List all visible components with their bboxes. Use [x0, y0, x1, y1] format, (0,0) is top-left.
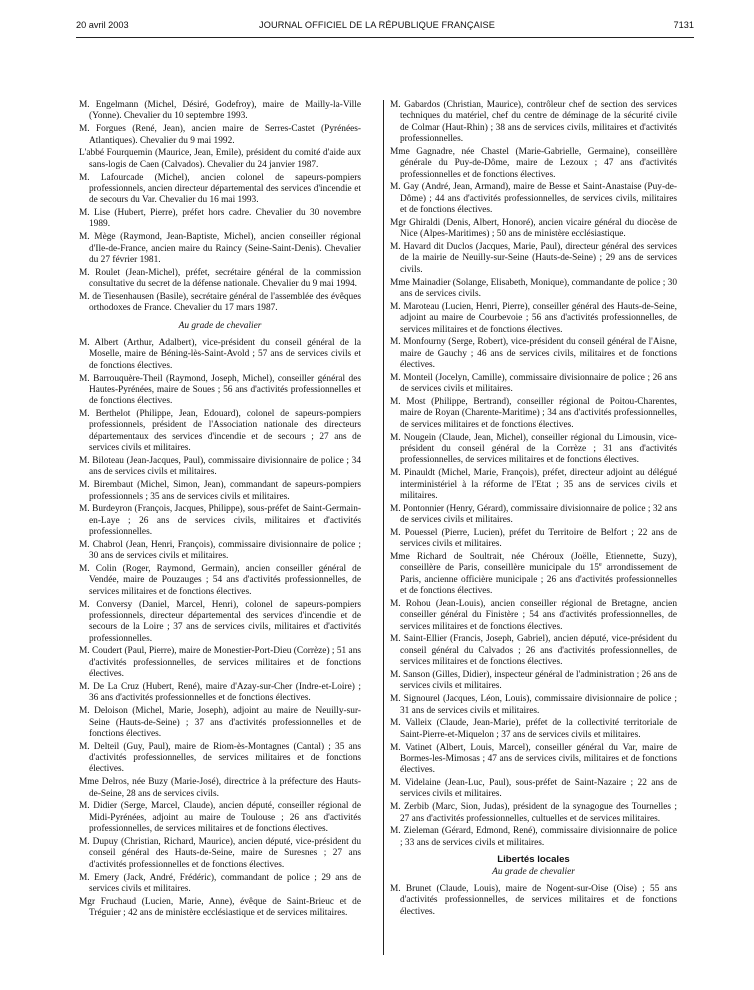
- journal-title: JOURNAL OFFICIEL DE LA RÉPUBLIQUE FRANÇAISE: [259, 20, 495, 30]
- list-item: M. Monfourny (Serge, Robert), vice-président du conseil général de l'Aisne, maire de Gauchy ; 46 ans de services civils, militaires et de fonctions électives.: [390, 337, 677, 371]
- entries-list-section: [390, 884, 677, 918]
- entries-list-right-after: [390, 599, 677, 849]
- list-item: M. Vatinet (Albert, Louis, Marcel), conseiller général du Var, maire de Bormes-les-Mimosas ; 47 ans de services civils, militaires et de fonctions électives.: [390, 742, 677, 776]
- list-item: M. Biloteau (Jean-Jacques, Paul), commissaire divisionnaire de police ; 34 ans de services civils et militaires.: [79, 455, 361, 478]
- list-item: M. Signourel (Jacques, Léon, Louis), commissaire divisionnaire de police ; 31 ans de services civils et militaires.: [390, 694, 677, 716]
- list-item: M. Lafourcade (Michel), ancien colonel de sapeurs-pompiers professionnels, ancien directeur départemental des services d'incendie et de secours du Var. Chevalier du 16 mai 1993.: [79, 172, 361, 206]
- left-column: [79, 100, 361, 921]
- list-item: M. Gabardos (Christian, Maurice), contrôleur chef de section des services techniques du matériel, chef du centre de déminage de la sécurité civile de Colmar (Haut-Rhin) ; 38 ans de services civils, militaires et d'activités professionnelles.: [390, 100, 677, 145]
- list-item: M. Havard dit Duclos (Jacques, Marie, Paul), directeur général des services de la mairie de Neuilly-sur-Seine (Hauts-de-Seine) ; 29 ans de services civils.: [390, 242, 677, 275]
- list-item: M. Conversy (Daniel, Marcel, Henri), colonel de sapeurs-pompiers professionnels, directeur départemental des services d'incendie et de secours de la Loire ; 37 ans de services civils, militaires et d'activités professionnelles.: [79, 599, 361, 644]
- list-item: M. Mège (Raymond, Jean-Baptiste, Michel), ancien conseiller régional d'Ile-de-France, ancien maire du Raincy (Seine-Saint-Denis). Chevalier du 27 février 1981.: [79, 232, 361, 265]
- list-item: M. Roulet (Jean-Michel), préfet, secrétaire général de la commission consultative du secret de la défense nationale. Chevalier du 9 mai 1994.: [79, 267, 361, 290]
- entries-list-top: [79, 100, 361, 315]
- richard-text-after: arrondissement de Paris, ancienne officière municipale ; 26 ans d'activités professionnelles et de fonctions électives.: [400, 563, 678, 597]
- list-item: M. Engelmann (Michel, Désiré, Godefroy), maire de Mailly-la-Ville (Yonne). Chevalier du 10 septembre 1993.: [79, 100, 361, 122]
- list-item: M. Forgues (René, Jean), ancien maire de Serres-Castet (Pyrénées-Atlantiques). Chevalier du 9 mai 1992.: [79, 124, 361, 146]
- list-item: M. Brunet (Claude, Louis), maire de Nogent-sur-Oise (Oise) ; 55 ans d'activités professionnelles, de services militaires et de fonctions électives.: [390, 883, 677, 917]
- list-item: Mme Mainadier (Solange, Elisabeth, Monique), commandante de police ; 30 ans de services civils.: [390, 277, 677, 299]
- section-heading: Libertés locales: [497, 854, 570, 866]
- list-item: M. Gay (André, Jean, Armand), maire de Besse et Saint-Anastaise (Puy-de-Dôme) ; 44 ans d'activités professionnelles, de services civils, militaires et de fonctions électives.: [390, 182, 677, 216]
- list-item: M. Lise (Hubert, Pierre), préfet hors cadre. Chevalier du 30 novembre 1989.: [79, 208, 361, 230]
- list-item: M. Monteil (Jocelyn, Camille), commissaire divisionnaire de police ; 26 ans de services civils et militaires.: [390, 372, 677, 395]
- list-item: M. Valleix (Claude, Jean-Marie), préfet de la collectivité territoriale de Saint-Pierre-et-Miquelon ; 37 ans de services civils et militaires.: [390, 718, 677, 740]
- list-item: M. De La Cruz (Hubert, René), maire d'Azay-sur-Cher (Indre-et-Loire) ; 36 ans d'activités professionnelles et de fonctions électives.: [79, 682, 361, 704]
- list-item: Mgr Ghiraldi (Denis, Albert, Honoré), ancien vicaire général du diocèse de Nice (Alpes-Maritimes) ; 50 ans de ministère ecclésiastique.: [390, 217, 677, 240]
- list-item: M. Videlaine (Jean-Luc, Paul), sous-préfet de Saint-Nazaire ; 22 ans de services civils et militaires.: [390, 778, 677, 800]
- page-header: [0, 20, 754, 36]
- list-item: Mme Delros, née Buzy (Marie-José), directrice à la préfecture des Hauts-de-Seine, 28 ans de services civils.: [79, 777, 361, 799]
- list-item: M. Emery (Jack, André, Frédéric), commandant de police ; 29 ans de services civils et militaires.: [79, 872, 361, 894]
- header-date: 20 avril 2003: [76, 20, 129, 30]
- list-item: L'abbé Fourquemin (Maurice, Jean, Emile), président du comité d'aide aux sans-logis de Caen (Calvados). Chevalier du 24 janvier 1987.: [79, 148, 361, 170]
- list-item: M. de Tiesenhausen (Basile), secrétaire général de l'assemblée des évêques orthodoxes de France. Chevalier du 17 mars 1987.: [79, 292, 361, 314]
- list-item: M. Birembaut (Michel, Simon, Jean), commandant de sapeurs-pompiers professionnels ; 35 ans de services civils et militaires.: [79, 480, 361, 502]
- list-item: M. Delteil (Guy, Paul), maire de Riom-ès-Montagnes (Cantal) ; 35 ans d'activités professionnelles, de services militaires et de fonctions électives.: [79, 741, 361, 775]
- list-item: M. Most (Philippe, Bertrand), conseiller régional de Poitou-Charentes, maire de Royan (Charente-Maritime) ; 34 ans d'activités professionnelles, de services militaires et de fonctions électives.: [390, 397, 677, 430]
- list-item: M. Barrouquère-Theil (Raymond, Joseph, Michel), conseiller général des Hautes-Pyrénées, maire de Soues ; 56 ans d'activités professionnelles et de fonctions électives.: [79, 373, 361, 407]
- list-item: M. Sanson (Gilles, Didier), inspecteur général de l'administration ; 26 ans de services civils et militaires.: [390, 670, 677, 692]
- list-item: M. Albert (Arthur, Adalbert), vice-président du conseil général de la Moselle, maire de Béning-lès-Saint-Avold ; 57 ans de services civils et de fonctions électives.: [79, 338, 361, 371]
- header-rule: [76, 37, 694, 38]
- list-item: M. Didier (Serge, Marcel, Claude), ancien député, conseiller régional de Midi-Pyrénées, adjoint au maire de Toulouse ; 26 ans d'activités professionnelles, de services militaires et de fonctions électives.: [79, 801, 361, 835]
- list-item: M. Colin (Roger, Raymond, Germain), ancien conseiller général de Vendée, maire de Pouzauges ; 54 ans d'activités professionnelles, de services militaires et de fonctions électives.: [79, 564, 361, 597]
- ordinal-suffix: e: [598, 561, 602, 569]
- list-item: M. Berthelot (Philippe, Jean, Edouard), colonel de sapeurs-pompiers professionnels, président de l'Association nationale des directeurs départementaux des services d'incendie et de secours ; 27 ans de services civils et militaires.: [79, 409, 361, 454]
- entries-list-right: [390, 100, 677, 551]
- list-item: M. Nougein (Claude, Jean, Michel), conseiller régional du Limousin, vice-président du conseil général de la Corrèze ; 31 ans d'activités professionnelles, de services militaires et de fonctions électives.: [390, 432, 677, 466]
- column-divider: [383, 100, 384, 955]
- entries-list-chevalier: [79, 338, 361, 919]
- list-item-richard: [390, 552, 677, 597]
- section-grade-heading: Au grade de chevalier: [492, 866, 575, 877]
- grade-heading: Au grade de chevalier: [178, 320, 262, 331]
- list-item: M. Chabrol (Jean, Henri, François), commissaire divisionnaire de police ; 30 ans de services civils et militaires.: [79, 539, 361, 562]
- list-item: M. Saint-Ellier (Francis, Joseph, Gabriel), ancien député, vice-président du conseil général du Calvados ; 26 ans d'activités professionnelles, de services militaires et de fonctions électives.: [390, 634, 677, 668]
- page-number: 7131: [673, 20, 694, 30]
- list-item: M. Zieleman (Gérard, Edmond, René), commissaire divisionnaire de police ; 33 ans de services civils et militaires.: [390, 826, 677, 848]
- list-item: M. Maroteau (Lucien, Henri, Pierre), conseiller général des Hauts-de-Seine, adjoint au maire de Courbevoie ; 56 ans d'activités professionnelles, de services militaires et de fonctions électives.: [390, 301, 677, 335]
- list-item: Mme Gagnadre, née Chastel (Marie-Gabrielle, Germaine), conseillère générale du Puy-de-Dôme, maire de Lezoux ; 47 ans d'activités professionnelles et de fonctions électives.: [390, 146, 677, 180]
- list-item: M. Rohou (Jean-Louis), ancien conseiller régional de Bretagne, ancien conseiller général du Finistère ; 54 ans d'activités professionnelles, de services militaires et de fonctions électives.: [390, 598, 677, 632]
- list-item: Mgr Fruchaud (Lucien, Marie, Anne), évêque de Saint-Brieuc et de Tréguier ; 42 ans de ministère ecclésiastique et de services militaires.: [79, 896, 361, 919]
- list-item: M. Zerbib (Marc, Sion, Judas), président de la synagogue des Tournelles ; 27 ans d'activités professionnelles, cultuelles et de services militaires.: [390, 802, 677, 824]
- richard-text-before: Mme Richard de Soultrait, née Chéroux (Joëlle, Etiennette, Suzy), conseillère de Paris, conseillère municipale du 15: [390, 552, 677, 574]
- list-item: M. Dupuy (Christian, Richard, Maurice), ancien député, vice-président du conseil général des Hauts-de-Seine, maire de Suresnes ; 27 ans d'activités professionnelles et de fonctions électives.: [79, 836, 361, 870]
- list-item: M. Coudert (Paul, Pierre), maire de Monestier-Port-Dieu (Corrèze) ; 51 ans d'activités professionnelles, de services militaires et de fonctions électives.: [79, 646, 361, 680]
- list-item: M. Deloison (Michel, Marie, Joseph), adjoint au maire de Neuilly-sur-Seine (Hauts-de-Seine) ; 37 ans d'activités professionnelles et de fonctions électives.: [79, 706, 361, 739]
- right-column: [390, 100, 677, 919]
- list-item: M. Pontonnier (Henry, Gérard), commissaire divisionnaire de police ; 32 ans de services civils et militaires.: [390, 503, 677, 526]
- list-item: M. Pouessel (Pierre, Lucien), préfet du Territoire de Belfort ; 22 ans de services civils et militaires.: [390, 527, 677, 550]
- list-item: M. Pinauldt (Michel, Marie, François), préfet, directeur adjoint au délégué interministériel à la réforme de l'Etat ; 35 ans de services civils et militaires.: [390, 468, 677, 501]
- list-item: M. Burdeyron (François, Jacques, Philippe), sous-préfet de Saint-Germain-en-Laye ; 26 ans de services civils, militaires et d'activités professionnelles.: [79, 504, 361, 538]
